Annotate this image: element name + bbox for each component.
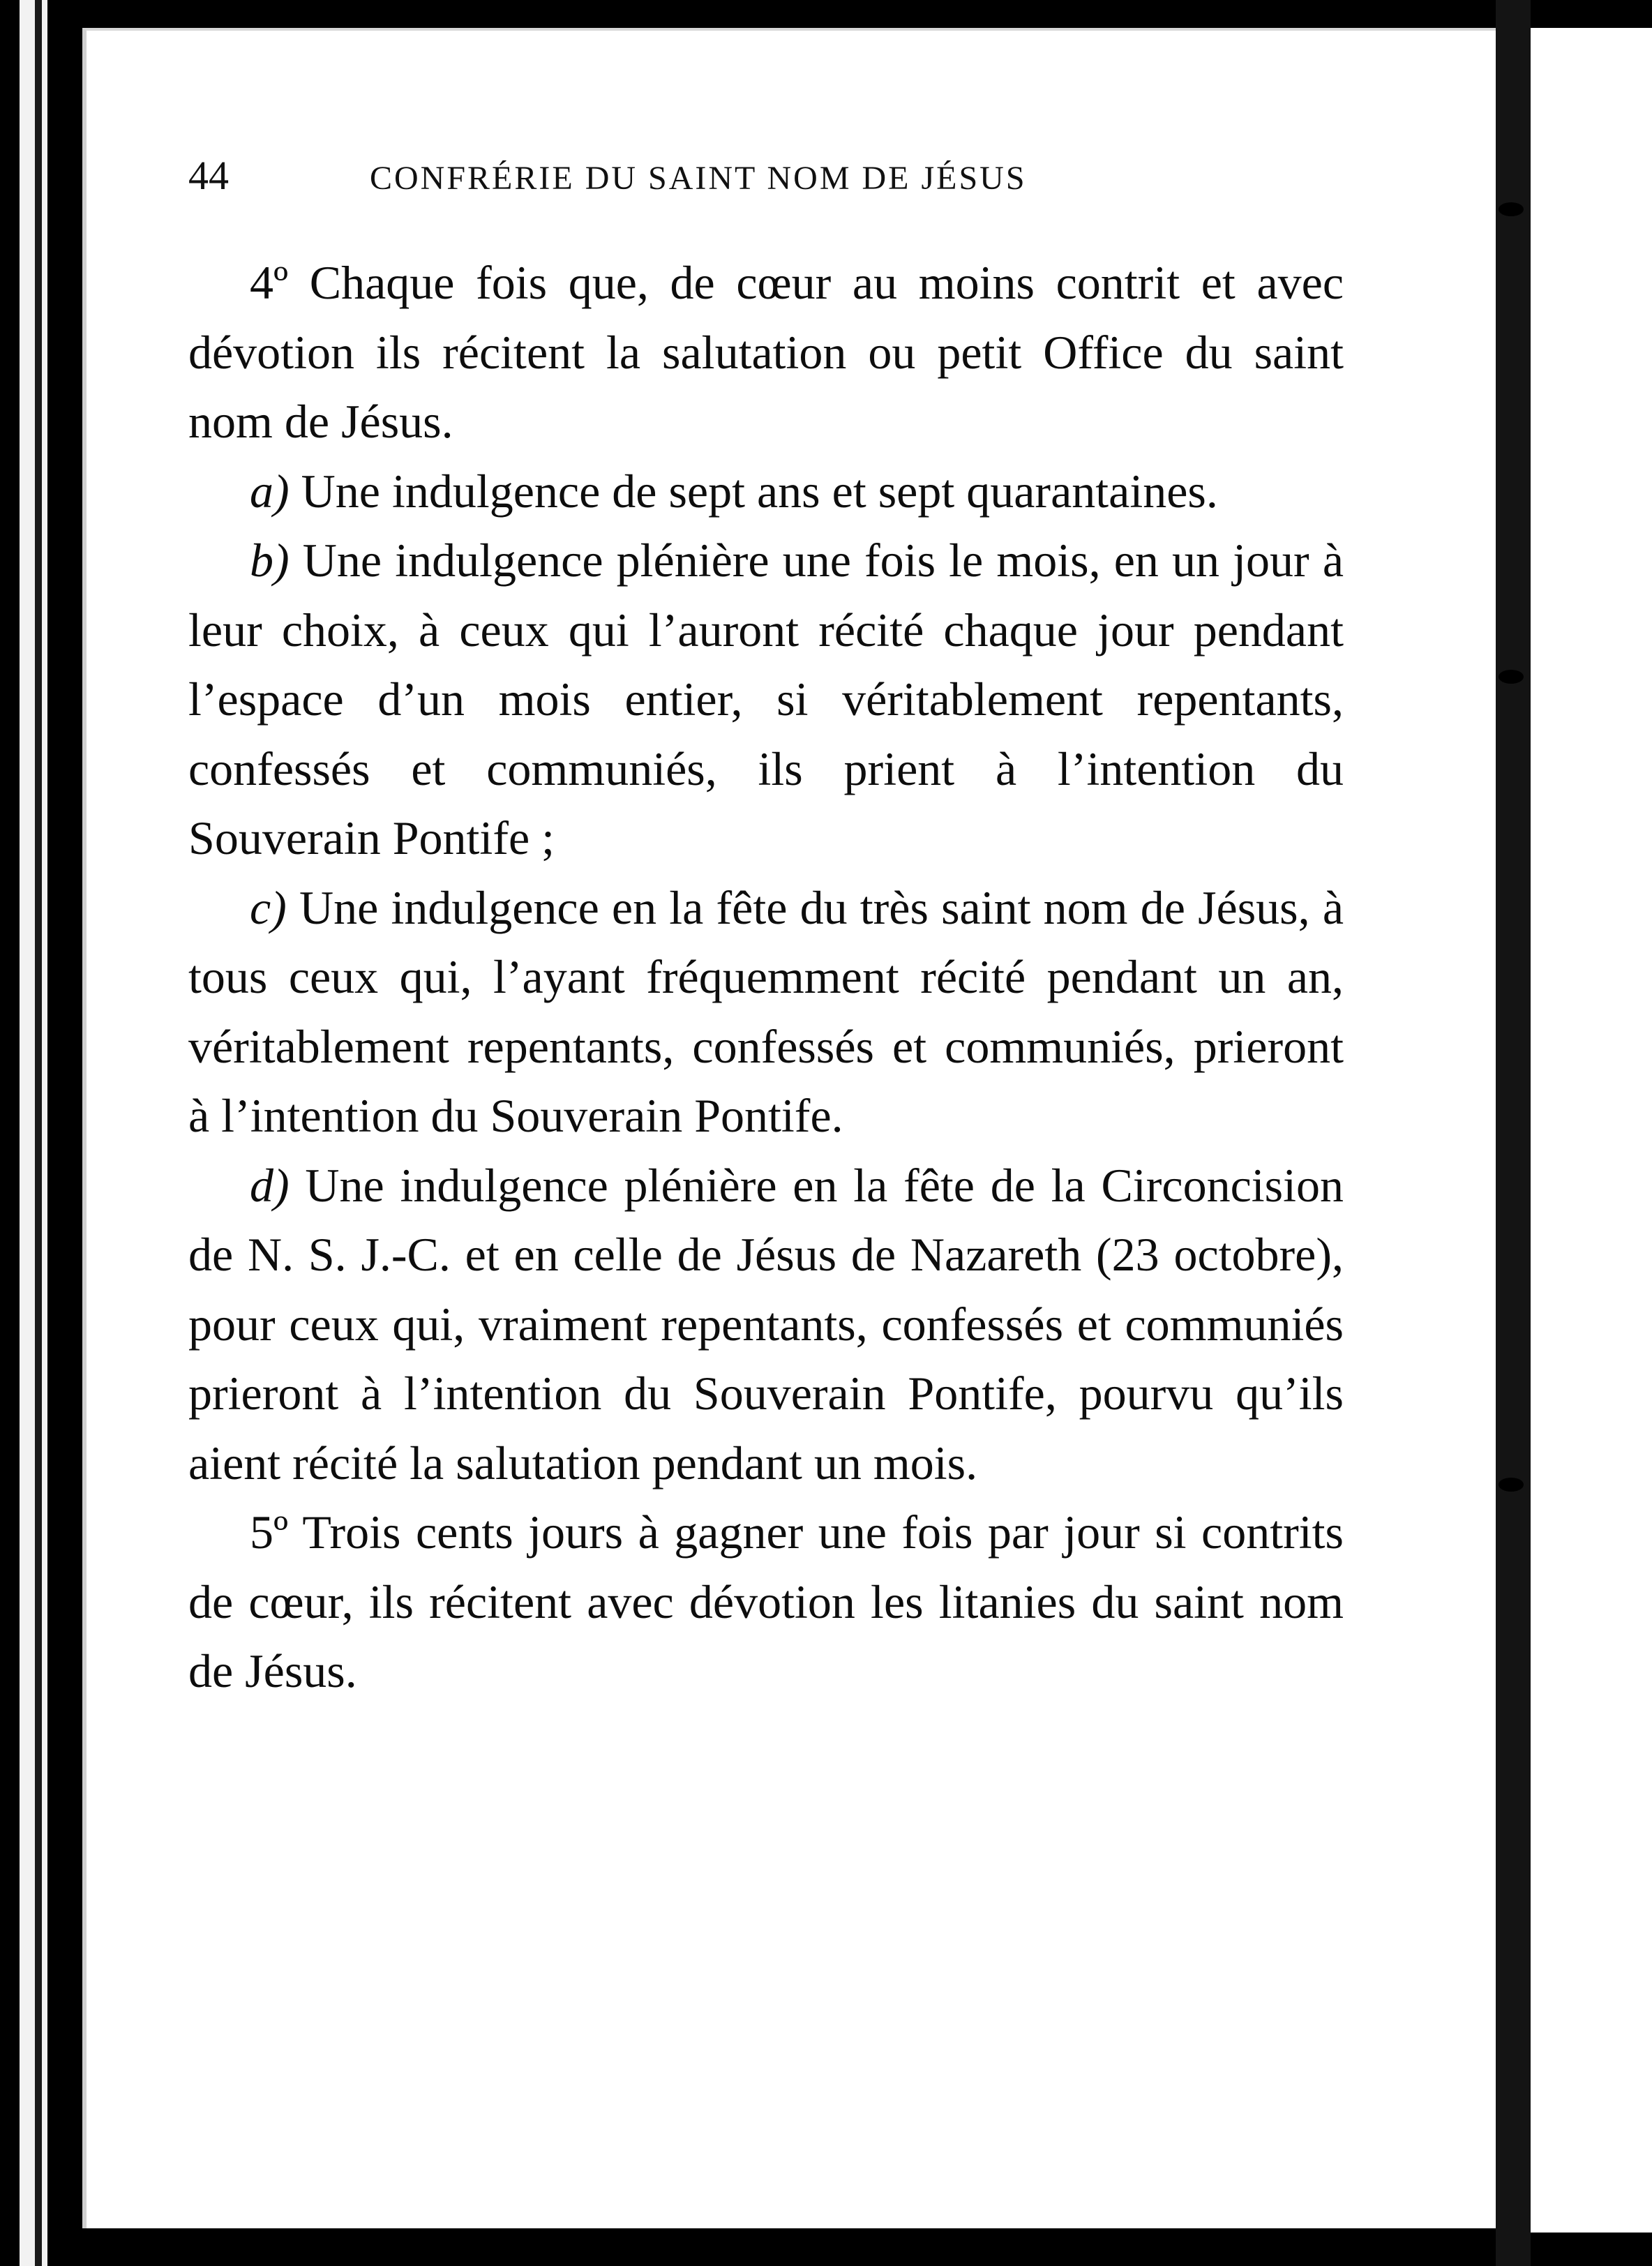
paragraph-label: d) (250, 1158, 290, 1212)
page-number: 44 (188, 153, 229, 198)
paragraph-item-4 (188, 248, 1344, 457)
gutter-mark (1499, 1478, 1524, 1492)
gutter-mark (1499, 670, 1524, 684)
paragraph-item-d (188, 1151, 1344, 1499)
running-header (188, 152, 1346, 208)
paragraph-item-5 (188, 1498, 1344, 1706)
paragraph-item-a (188, 457, 1344, 527)
paragraph-label: c) (250, 880, 287, 934)
paragraph-text: Une indulgence plénière une fois le mois, en un jour à leur choix, à ceux qui l’auront récité chaque jour pendant l’espace d’un mois entier, si véritablement repentants, confessés et communiés, ils prient à l’intention du Souverain Pontife ; (188, 534, 1344, 864)
body-text (188, 248, 1344, 1706)
left-binding-line (35, 0, 42, 2266)
paragraph-text: 4º Chaque fois que, de cœur au moins contrit et avec dévotion ils récitent la salutation ou petit Office du saint nom de Jésus. (188, 256, 1344, 448)
book-gutter (1496, 0, 1531, 2266)
paragraph-text: Une indulgence de sept ans et sept quarantaines. (289, 464, 1218, 518)
running-title: CONFRÉRIE DU SAINT NOM DE JÉSUS (370, 160, 1027, 197)
paragraph-text: Une indulgence en la fête du très saint nom de Jésus, à tous ceux qui, l’ayant fréquemment récité pendant un an, véritablement repentants, confessés et communiés, prieront à l’intention du Souverain Pontife. (188, 880, 1344, 1142)
paragraph-text: 5º Trois cents jours à gagner une fois par jour si contrits de cœur, ils récitent avec dévotion les litanies du saint nom de Jésus. (188, 1506, 1344, 1697)
paragraph-item-b (188, 526, 1344, 873)
gutter-mark (1499, 202, 1524, 216)
paragraph-text: Une indulgence plénière en la fête de la Circoncision de N. S. J.-C. et en celle de Jésus de Nazareth (23 octobre), pour ceux qui, vraiment repentants, confessés et communiés prieront à l’intention du Souverain Pontife, pourvu qu’ils aient récité la salutation pendant un mois. (188, 1158, 1344, 1490)
facing-page-edge (1531, 28, 1652, 2233)
paragraph-item-c (188, 873, 1344, 1151)
paragraph-label: b) (250, 534, 290, 587)
left-page-edge (20, 0, 47, 2266)
paragraph-label: a) (250, 464, 290, 518)
